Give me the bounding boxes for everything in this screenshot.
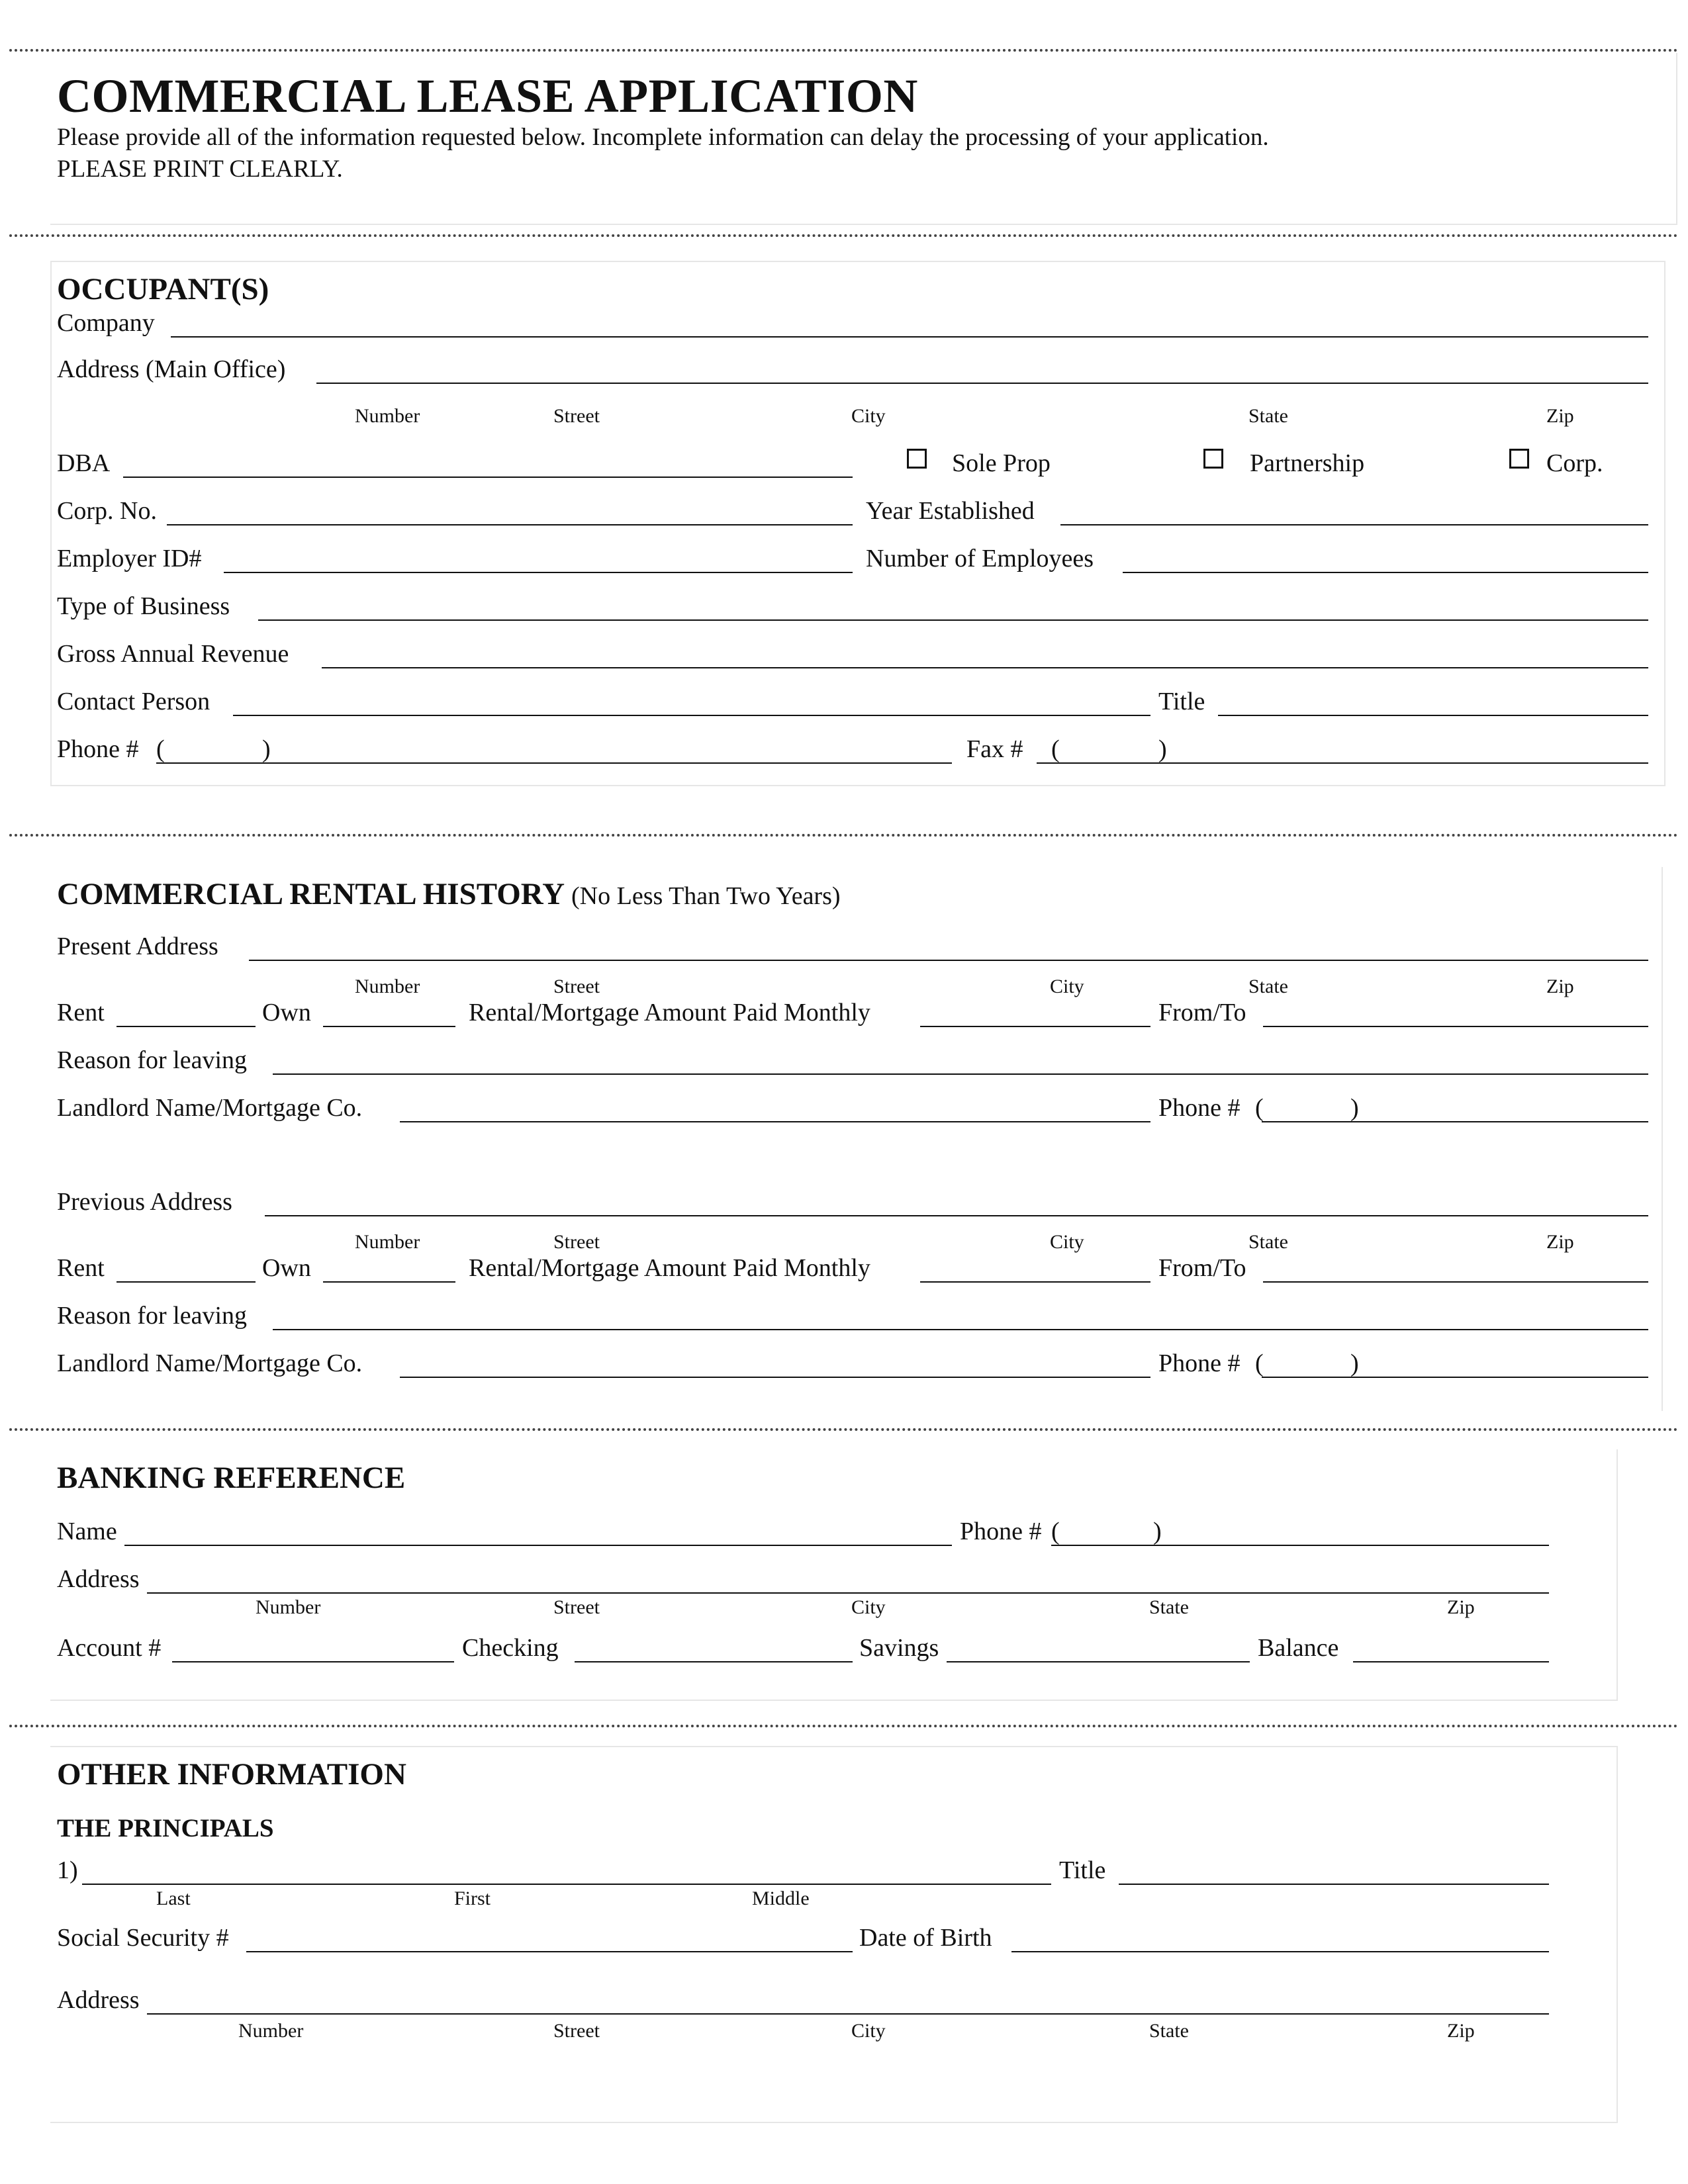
ssn-label: Social Security # [57,1924,229,1952]
num-employees-field[interactable] [1123,572,1648,573]
separator [9,1428,1679,1431]
previous-address-label: Previous Address [57,1188,232,1216]
savings-field[interactable] [947,1661,1250,1662]
type-of-business-label: Type of Business [57,592,230,620]
principal-number: 1) [57,1856,78,1884]
intro-text: Please provide all of the information requested below. Incomplete information can delay the processing of your application. [57,124,1269,151]
caption-city: City [1050,976,1084,997]
caption-street: Street [553,976,600,997]
rental-history-note: (No Less Than Two Years) [571,882,841,910]
print-clearly-text: PLEASE PRINT CLEARLY. [57,156,343,183]
bank-phone-field[interactable] [1051,1545,1549,1546]
caption-zip: Zip [1546,1231,1574,1253]
separator [9,49,1679,52]
year-established-label: Year Established [866,497,1035,525]
bank-name-label: Name [57,1518,117,1545]
principal-name-field[interactable] [82,1884,1051,1885]
fax-paren-close: ) [1158,735,1167,763]
caption-street: Street [553,1231,600,1253]
dob-field[interactable] [1011,1951,1549,1952]
caption-number: Number [355,976,420,997]
landlord-phone-label: Phone # [1158,1349,1241,1377]
phone-paren-open: ( [156,735,165,763]
caption-number: Number [355,405,420,427]
checking-field[interactable] [575,1661,853,1662]
rent-field[interactable] [117,1026,256,1027]
principals-heading: THE PRINCIPALS [57,1814,274,1843]
corp-checkbox[interactable] [1509,449,1529,469]
caption-state: State [1248,1231,1288,1253]
rent-label: Rent [57,999,105,1026]
caption-city: City [851,1596,886,1618]
phone-paren-open: ( [1255,1349,1264,1377]
amount-paid-field[interactable] [920,1026,1150,1027]
amount-paid-label: Rental/Mortgage Amount Paid Monthly [469,1254,870,1282]
occupants-heading: OCCUPANT(S) [57,272,269,306]
prev-rent-field[interactable] [117,1281,256,1283]
phone-field[interactable] [156,762,952,764]
caption-zip: Zip [1447,1596,1475,1618]
company-label: Company [57,309,155,337]
own-label: Own [262,1254,311,1282]
title-field[interactable] [1218,715,1648,716]
caption-zip: Zip [1546,976,1574,997]
banking-heading: BANKING REFERENCE [57,1461,406,1495]
reason-leaving-label: Reason for leaving [57,1302,248,1330]
bank-address-label: Address [57,1565,140,1593]
rental-section-edge [1662,867,1663,1411]
partnership-checkbox[interactable] [1203,449,1223,469]
caption-last: Last [156,1888,191,1909]
page-title: COMMERCIAL LEASE APPLICATION [57,69,918,122]
contact-person-label: Contact Person [57,688,211,715]
contact-person-field[interactable] [233,715,1150,716]
caption-zip: Zip [1447,2020,1475,2042]
gross-revenue-label: Gross Annual Revenue [57,640,289,668]
separator [9,234,1679,237]
prev-own-field[interactable] [323,1281,455,1283]
reason-leaving-label: Reason for leaving [57,1046,248,1074]
separator [9,1725,1679,1727]
corp-label: Corp. [1546,449,1603,477]
dob-label: Date of Birth [859,1924,992,1952]
main-office-address-label: Address (Main Office) [57,355,286,383]
own-field[interactable] [323,1026,455,1027]
dba-label: DBA [57,449,111,477]
from-to-label: From/To [1158,999,1246,1026]
balance-label: Balance [1258,1634,1339,1662]
main-office-address-field[interactable] [316,383,1648,384]
phone-paren-close: ) [1153,1518,1162,1545]
fax-label: Fax # [966,735,1023,763]
dba-field[interactable] [123,477,853,478]
caption-street: Street [553,405,600,427]
caption-number: Number [238,2020,304,2042]
prev-landlord-phone-field[interactable] [1262,1377,1648,1378]
caption-number: Number [355,1231,420,1253]
corp-no-label: Corp. No. [57,497,157,525]
own-label: Own [262,999,311,1026]
ssn-field[interactable] [246,1951,853,1952]
caption-street: Street [553,2020,600,2042]
num-employees-label: Number of Employees [866,545,1094,572]
phone-label: Phone # [57,735,139,763]
caption-middle: Middle [752,1888,810,1909]
phone-paren-close: ) [262,735,271,763]
balance-field[interactable] [1353,1661,1549,1662]
caption-state: State [1248,405,1288,427]
type-of-business-field[interactable] [258,619,1648,621]
account-label: Account # [57,1634,162,1662]
year-established-field[interactable] [1060,524,1648,525]
previous-address-field[interactable] [265,1215,1648,1216]
phone-paren-close: ) [1350,1349,1359,1377]
prev-from-to-field[interactable] [1263,1281,1648,1283]
bank-phone-label: Phone # [960,1518,1042,1545]
from-to-field[interactable] [1263,1026,1648,1027]
other-info-section-box [50,1746,1618,2123]
corp-no-field[interactable] [167,524,853,525]
partnership-label: Partnership [1250,449,1365,477]
principal-title-label: Title [1059,1856,1106,1884]
caption-city: City [1050,1231,1084,1253]
caption-state: State [1248,976,1288,997]
caption-city: City [851,405,886,427]
reason-leaving-field[interactable] [273,1073,1648,1075]
present-address-label: Present Address [57,933,218,960]
phone-paren-open: ( [1255,1094,1264,1122]
bank-name-field[interactable] [124,1545,952,1546]
other-info-heading: OTHER INFORMATION [57,1757,406,1792]
company-field[interactable] [171,336,1648,338]
gross-revenue-field[interactable] [322,667,1648,668]
employer-id-label: Employer ID# [57,545,202,572]
rental-history-heading: COMMERCIAL RENTAL HISTORY (No Less Than Two Years) [57,877,841,911]
landlord-label: Landlord Name/Mortgage Co. [57,1349,363,1377]
rent-label: Rent [57,1254,105,1282]
principal-address-field[interactable] [147,2013,1549,2015]
prev-amount-paid-field[interactable] [920,1281,1150,1283]
prev-landlord-field[interactable] [400,1377,1150,1378]
fax-paren-open: ( [1051,735,1060,763]
landlord-phone-label: Phone # [1158,1094,1241,1122]
sole-prop-label: Sole Prop [952,449,1051,477]
caption-number: Number [256,1596,321,1618]
savings-label: Savings [859,1634,939,1662]
phone-paren-open: ( [1051,1518,1060,1545]
employer-id-field[interactable] [224,572,853,573]
separator [9,834,1679,837]
landlord-field[interactable] [400,1121,1150,1122]
caption-city: City [851,2020,886,2042]
phone-paren-close: ) [1350,1094,1359,1122]
principal-title-field[interactable] [1119,1884,1549,1885]
prev-reason-leaving-field[interactable] [273,1329,1648,1330]
caption-state: State [1149,2020,1189,2042]
checking-label: Checking [462,1634,559,1662]
bank-address-field[interactable] [147,1592,1549,1594]
sole-prop-checkbox[interactable] [907,449,927,469]
caption-street: Street [553,1596,600,1618]
caption-zip: Zip [1546,405,1574,427]
fax-field[interactable] [1037,762,1648,764]
title-label: Title [1158,688,1205,715]
landlord-label: Landlord Name/Mortgage Co. [57,1094,363,1122]
landlord-phone-field[interactable] [1262,1121,1648,1122]
principal-address-label: Address [57,1986,140,2014]
amount-paid-label: Rental/Mortgage Amount Paid Monthly [469,999,870,1026]
present-address-field[interactable] [249,960,1648,961]
occupants-section-box [50,261,1665,786]
caption-state: State [1149,1596,1189,1618]
from-to-label: From/To [1158,1254,1246,1282]
caption-first: First [454,1888,491,1909]
account-field[interactable] [172,1661,454,1662]
